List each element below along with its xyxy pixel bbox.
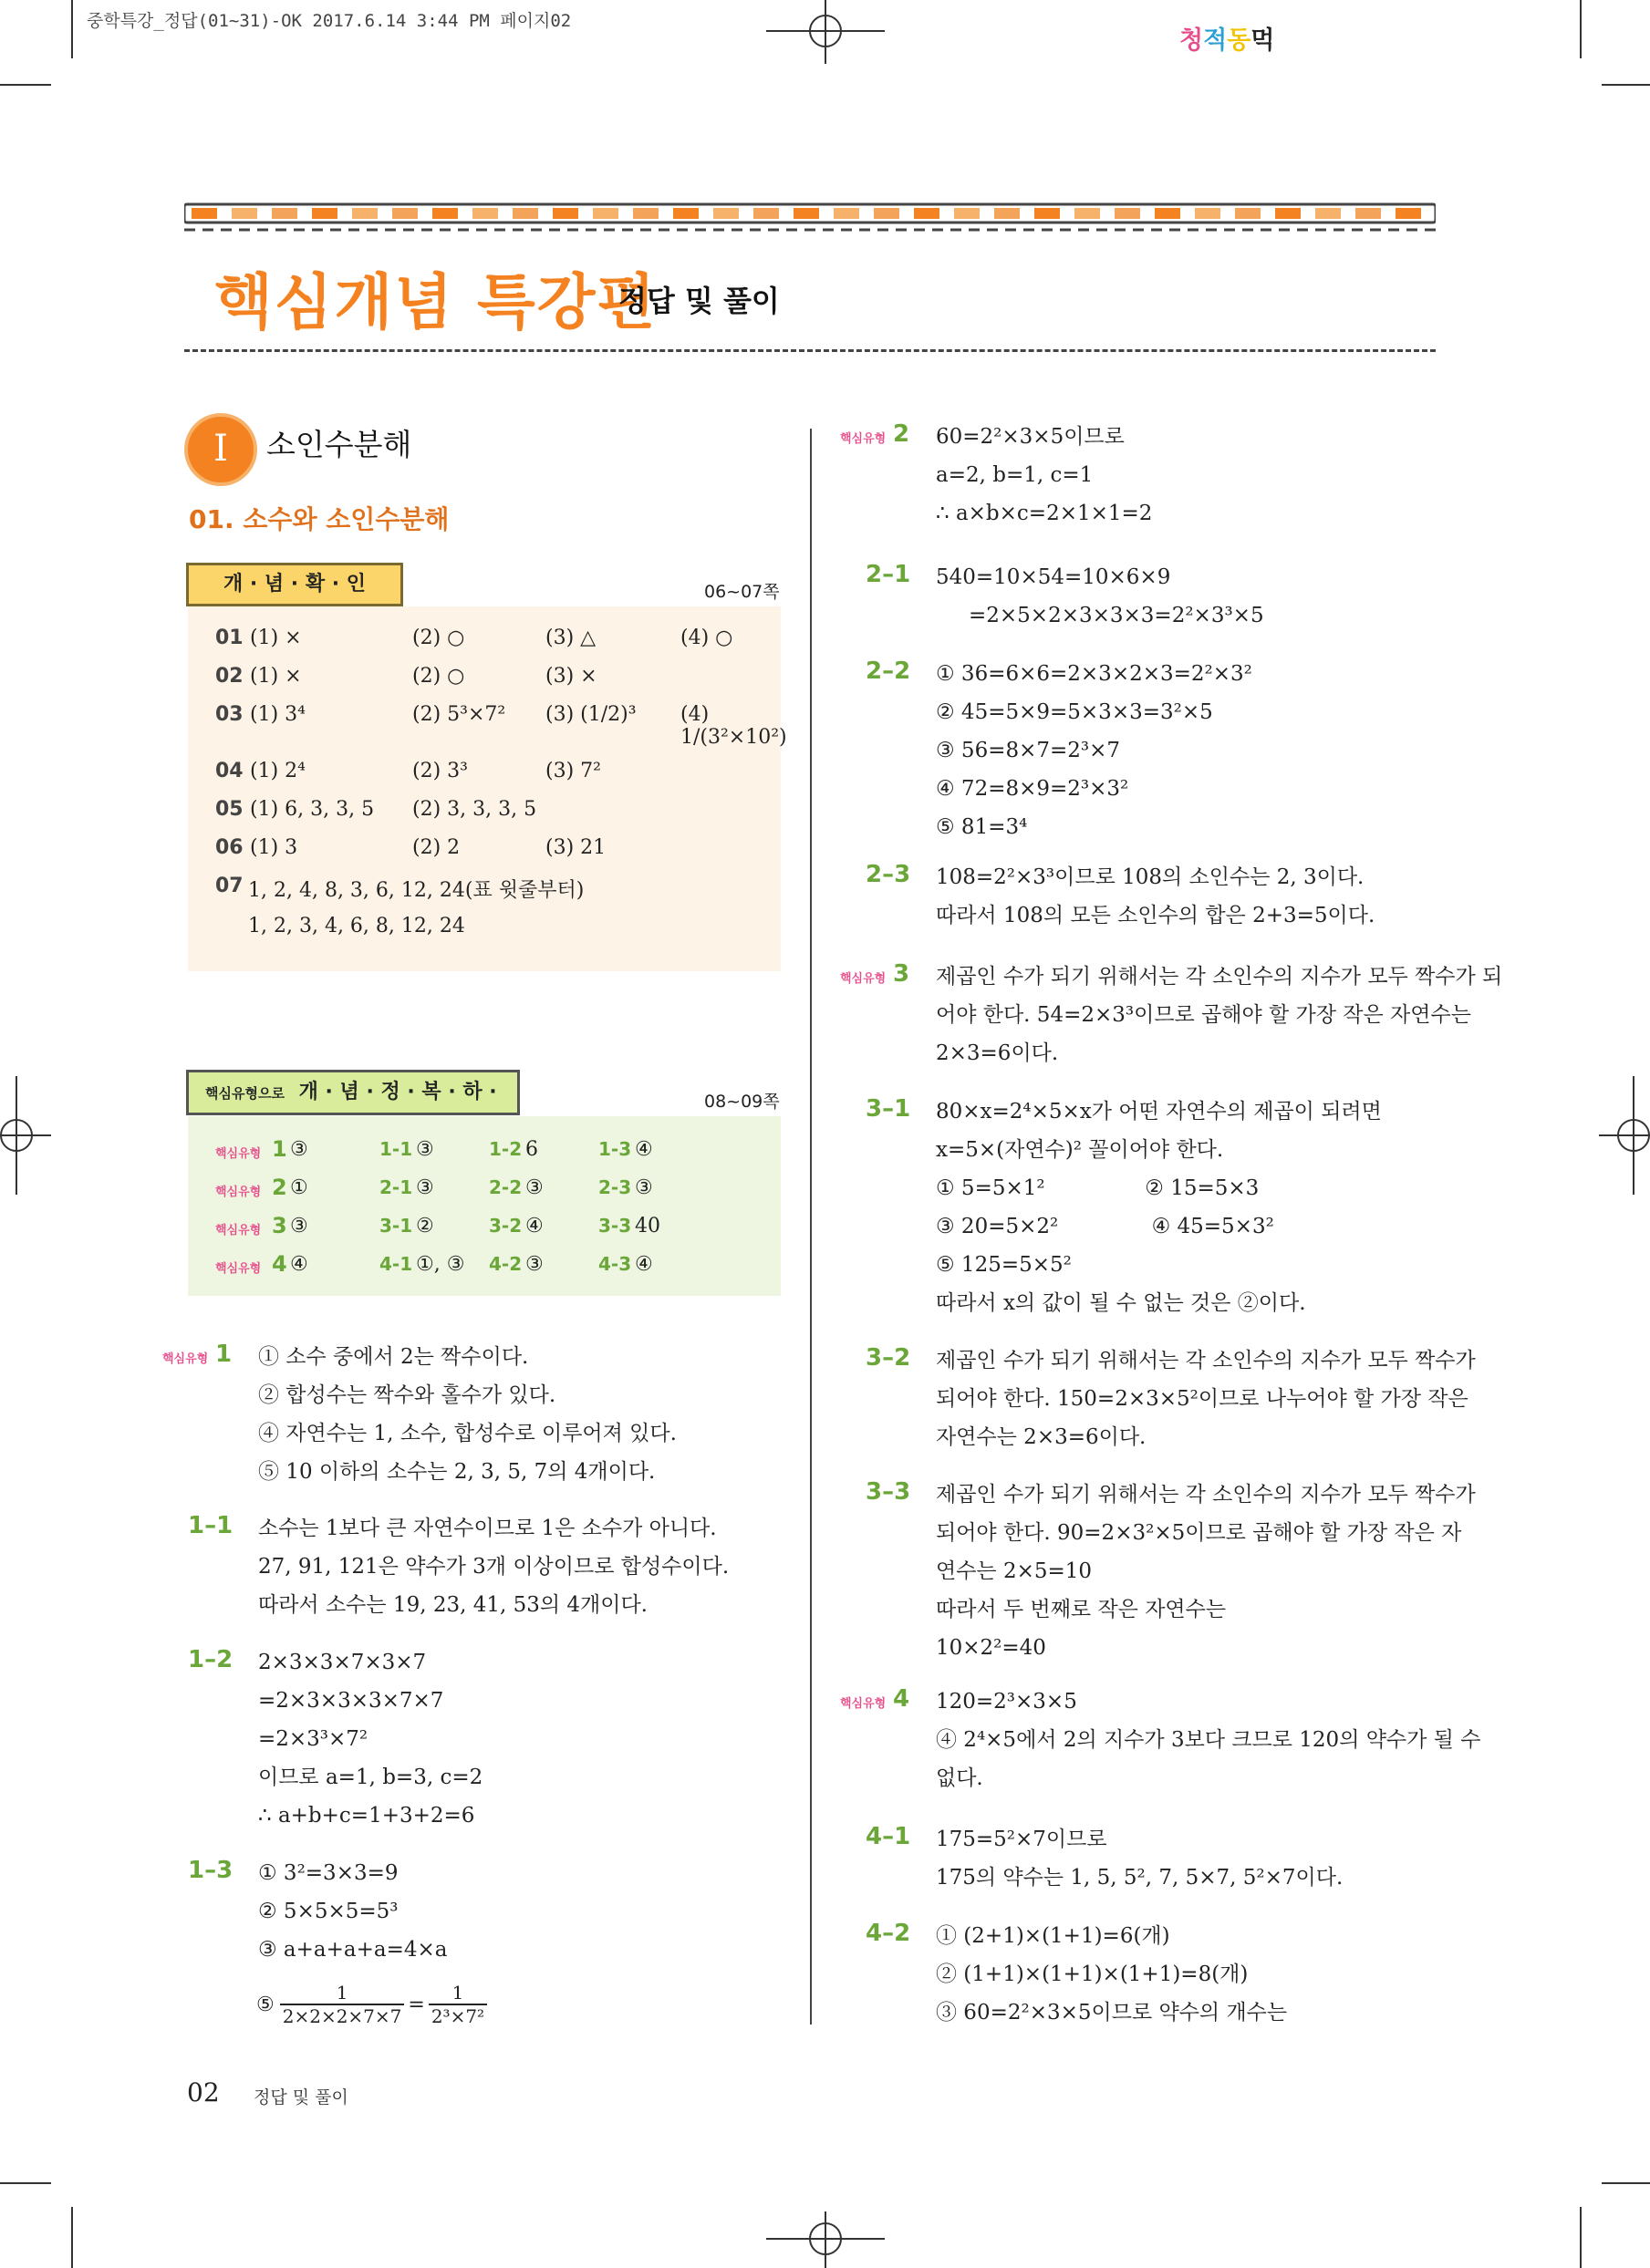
solution-line: 80×x=2⁴×5×x가 어떤 자연수의 제곱이 되려면 bbox=[936, 1100, 1382, 1124]
review-panel bbox=[188, 1116, 781, 1296]
solution-number: 4 bbox=[893, 1685, 910, 1713]
core-type-number: 2 bbox=[272, 1175, 287, 1200]
solution-line: ④ 72=8×9=2³×3² bbox=[936, 777, 1129, 801]
solution-line: 60=2²×3×5이므로 bbox=[936, 425, 1125, 449]
concept-answer: (1) 6, 3, 3, 5 bbox=[250, 798, 375, 821]
brand-letter: 적 bbox=[1203, 26, 1228, 55]
solution-number: 1–1 bbox=[188, 1512, 233, 1539]
review-item-number: 1-1 bbox=[379, 1138, 413, 1160]
fraction-lead: ⑤ bbox=[256, 1993, 275, 2016]
title-ribbon bbox=[184, 201, 1436, 232]
solution-line: 175=5²×7이므로 bbox=[936, 1828, 1107, 1851]
review-item-answer: ④ bbox=[525, 1215, 544, 1238]
ribbon-stripe bbox=[1275, 208, 1301, 219]
solution-line: x=5×(자연수)² 꼴이어야 한다. bbox=[936, 1138, 1224, 1162]
registration-target-icon bbox=[766, 0, 885, 64]
concept-item-number: 03 bbox=[215, 703, 244, 726]
solution-number: 3–3 bbox=[866, 1478, 911, 1506]
solution-line: =2×3³×7² bbox=[258, 1727, 368, 1751]
concept-answer: (1) 3 bbox=[250, 836, 298, 859]
solution-number: 2 bbox=[893, 420, 910, 448]
core-type-label: 핵심유형 bbox=[162, 1352, 209, 1366]
core-type-label: 핵심유형 bbox=[840, 1697, 887, 1711]
ribbon-stripe bbox=[553, 208, 578, 219]
crop-mark bbox=[1602, 84, 1650, 86]
concept-item-number: 07 bbox=[215, 875, 244, 897]
crop-mark bbox=[0, 84, 51, 86]
review-label bbox=[186, 1070, 520, 1115]
solution-line: ③ 20=5×2² ④ 45=5×3² bbox=[936, 1215, 1274, 1238]
review-item-answer: ③ bbox=[635, 1176, 653, 1199]
print-meta: 중학특강_정답(01~31)-OK 2017.6.14 3:44 PM 페이지02 bbox=[87, 11, 572, 31]
ribbon-stripe bbox=[1396, 208, 1421, 219]
review-label-main: 개 · 념 · 정 · 복 · 하 · bbox=[298, 1081, 497, 1103]
concept-answer: 1, 2, 4, 8, 3, 6, 12, 24(표 윗줄부터) bbox=[248, 879, 585, 902]
solution-line: ① 5=5×1² ② 15=5×3 bbox=[936, 1176, 1260, 1200]
solution-line: 2×3×3×7×3×7 bbox=[258, 1651, 427, 1674]
ribbon-stripe bbox=[192, 208, 217, 219]
solution-line: 제곱인 수가 되기 위해서는 각 소인수의 지수가 모두 짝수가 되 bbox=[936, 965, 1503, 989]
solution-line: 소수는 1보다 큰 자연수이므로 1은 소수가 아니다. bbox=[258, 1517, 717, 1540]
chapter-number-badge: I bbox=[184, 413, 257, 486]
core-type-number: 1 bbox=[272, 1136, 287, 1162]
review-item-answer: ④ bbox=[635, 1253, 653, 1276]
solution-line: 2×3=6이다. bbox=[936, 1041, 1059, 1065]
core-type-label: 핵심유형 bbox=[215, 1262, 262, 1276]
concept-answer: (4) 1/(3²×10²) bbox=[680, 703, 787, 749]
solution-line: ① 3²=3×3=9 bbox=[258, 1861, 399, 1885]
ribbon-stripe bbox=[352, 208, 378, 219]
review-item-answer: ①, ③ bbox=[416, 1253, 465, 1276]
core-type-answer: ③ bbox=[290, 1138, 308, 1161]
ribbon-stripe bbox=[513, 208, 538, 219]
solution-line: 어야 한다. 54=2×3³이므로 곱해야 할 가장 작은 자연수는 bbox=[936, 1003, 1471, 1027]
concept-check-pages: 06~07쪽 bbox=[704, 582, 780, 602]
solution-number: 4–1 bbox=[866, 1823, 911, 1850]
solution-line: ② 합성수는 짝수와 홀수가 있다. bbox=[258, 1383, 556, 1407]
solution-line: 되어야 한다. 150=2×3×5²이므로 나누어야 할 가장 작은 bbox=[936, 1387, 1468, 1411]
crop-mark bbox=[1580, 2207, 1582, 2268]
review-label-prefix: 핵심유형으로 bbox=[205, 1085, 285, 1102]
solution-number: 3 bbox=[893, 960, 910, 988]
solution-line: =2×3×3×3×7×7 bbox=[258, 1689, 444, 1713]
title-divider bbox=[184, 349, 1436, 352]
concept-item-number: 06 bbox=[215, 836, 244, 859]
concept-answer: (3) × bbox=[545, 665, 597, 688]
fraction-expression bbox=[256, 1979, 487, 2030]
ribbon-stripe bbox=[753, 208, 779, 219]
ribbon-stripe bbox=[1195, 208, 1220, 219]
solution-line: 120=2³×3×5 bbox=[936, 1690, 1077, 1714]
solution-line: 따라서 x의 값이 될 수 없는 것은 ②이다. bbox=[936, 1291, 1306, 1315]
solution-number: 3–1 bbox=[866, 1095, 911, 1123]
concept-item-number: 05 bbox=[215, 798, 244, 821]
solution-line: 되어야 한다. 90=2×3²×5이므로 곱해야 할 가장 작은 자 bbox=[936, 1521, 1462, 1545]
review-item-number: 4-3 bbox=[598, 1253, 632, 1275]
solution-line: ④ 자연수는 1, 소수, 합성수로 이루어져 있다. bbox=[258, 1422, 677, 1445]
concept-answer: (2) 5³×7² bbox=[412, 703, 506, 726]
ribbon-stripe bbox=[392, 208, 418, 219]
core-type-number: 4 bbox=[272, 1251, 287, 1277]
solution-line: 따라서 두 번째로 작은 자연수는 bbox=[936, 1598, 1227, 1621]
ribbon-stripe bbox=[1315, 208, 1341, 219]
denominator: 2×2×2×7×7 bbox=[280, 2004, 405, 2027]
column-divider bbox=[810, 429, 812, 2025]
solution-line: 제곱인 수가 되기 위해서는 각 소인수의 지수가 모두 짝수가 bbox=[936, 1349, 1476, 1372]
solution-line: ① 소수 중에서 2는 짝수이다. bbox=[258, 1345, 529, 1369]
section-title: 01. 소수와 소인수분해 bbox=[189, 504, 450, 534]
ribbon-stripe bbox=[472, 208, 498, 219]
ribbon-stripe bbox=[1115, 208, 1140, 219]
brand-logo bbox=[1179, 20, 1274, 56]
review-item-answer: ③ bbox=[525, 1253, 544, 1276]
chapter-title: 소인수분해 bbox=[266, 427, 412, 462]
solution-line: 제곱인 수가 되기 위해서는 각 소인수의 지수가 모두 짝수가 bbox=[936, 1483, 1476, 1507]
registration-target-icon bbox=[0, 1076, 51, 1195]
solution-line: ③ 56=8×7=2³×7 bbox=[936, 739, 1121, 762]
concept-answer: (2) 3³ bbox=[412, 760, 468, 782]
solution-line: 27, 91, 121은 약수가 3개 이상이므로 합성수이다. bbox=[258, 1555, 730, 1579]
crop-mark bbox=[1602, 2182, 1650, 2184]
solution-line: 연수는 2×5=10 bbox=[936, 1559, 1093, 1583]
ribbon-stripe bbox=[673, 208, 699, 219]
review-item-answer: ③ bbox=[416, 1138, 434, 1161]
ribbon-stripe bbox=[1235, 208, 1261, 219]
ribbon-stripe bbox=[432, 208, 458, 219]
concept-check-label: 개 · 념 · 확 · 인 bbox=[186, 563, 403, 606]
solution-number: 3–2 bbox=[866, 1344, 911, 1372]
review-item-answer: 6 bbox=[525, 1138, 538, 1161]
concept-answer: 1, 2, 3, 4, 6, 8, 12, 24 bbox=[248, 915, 465, 937]
solution-line: 175의 약수는 1, 5, 5², 7, 5×7, 5²×7이다. bbox=[936, 1866, 1344, 1890]
solution-line: 108=2²×3³이므로 108의 소인수는 2, 3이다. bbox=[936, 865, 1365, 889]
solution-line: 자연수는 2×3=6이다. bbox=[936, 1425, 1147, 1449]
ribbon-stripe bbox=[794, 208, 819, 219]
review-item-answer: ③ bbox=[525, 1176, 544, 1199]
solution-line: ∴ a+b+c=1+3+2=6 bbox=[258, 1804, 475, 1828]
solution-line: ∴ a×b×c=2×1×1=2 bbox=[936, 502, 1153, 525]
review-item-number: 1-2 bbox=[489, 1138, 523, 1160]
review-pages: 08~09쪽 bbox=[704, 1092, 780, 1112]
solution-number: 1 bbox=[215, 1341, 233, 1368]
registration-target-icon bbox=[1599, 1076, 1650, 1195]
concept-answer: (2) 2 bbox=[412, 836, 461, 859]
crop-mark bbox=[71, 0, 73, 58]
review-item-number: 2-3 bbox=[598, 1176, 632, 1198]
concept-item-number: 04 bbox=[215, 760, 244, 782]
ribbon-stripe bbox=[593, 208, 618, 219]
review-item-number: 3-1 bbox=[379, 1215, 413, 1237]
solution-line: ① (2+1)×(1+1)=6(개) bbox=[936, 1924, 1170, 1948]
core-type-answer: ④ bbox=[290, 1253, 308, 1276]
core-type-label: 핵심유형 bbox=[840, 432, 887, 446]
review-item-number: 2-2 bbox=[489, 1176, 523, 1198]
concept-answer: (3) △ bbox=[545, 627, 597, 649]
review-item-answer: ④ bbox=[635, 1138, 653, 1161]
solution-line: 따라서 108의 모든 소인수의 합은 2+3=5이다. bbox=[936, 904, 1375, 927]
concept-answer: (1) 2⁴ bbox=[250, 760, 306, 782]
solution-line: 10×2²=40 bbox=[936, 1636, 1046, 1660]
concept-answer: (3) 21 bbox=[545, 836, 607, 859]
review-item-answer: 40 bbox=[635, 1215, 660, 1238]
brand-letter: 청 bbox=[1179, 26, 1204, 55]
solution-line: ② (1+1)×(1+1)×(1+1)=8(개) bbox=[936, 1962, 1249, 1986]
solution-number: 2–3 bbox=[866, 861, 911, 888]
solution-number: 4–2 bbox=[866, 1920, 911, 1947]
concept-answer: (2) ○ bbox=[412, 627, 465, 649]
solution-number: 1–3 bbox=[188, 1857, 233, 1884]
concept-answer: (1) 3⁴ bbox=[250, 703, 306, 726]
review-item-number: 4-2 bbox=[489, 1253, 523, 1275]
concept-answer: (2) ○ bbox=[412, 665, 465, 688]
concept-item-number: 01 bbox=[215, 627, 244, 649]
solution-line: ① 36=6×6=2×3×2×3=2²×3² bbox=[936, 662, 1252, 686]
review-item-number: 1-3 bbox=[598, 1138, 632, 1160]
crop-mark bbox=[0, 2182, 51, 2184]
solution-line: 없다. bbox=[936, 1766, 983, 1790]
solution-number: 2–2 bbox=[866, 658, 911, 685]
ribbon-stripe bbox=[954, 208, 980, 219]
numerator: 1 bbox=[336, 1982, 348, 2004]
core-type-label: 핵심유형 bbox=[215, 1186, 262, 1199]
core-type-label: 핵심유형 bbox=[840, 972, 887, 986]
crop-mark bbox=[71, 2207, 73, 2268]
solution-line: =2×5×2×3×3×3=2²×3³×5 bbox=[969, 604, 1264, 627]
ribbon-stripe bbox=[633, 208, 659, 219]
ribbon-stripe bbox=[713, 208, 739, 219]
concept-answer: (1) × bbox=[250, 665, 302, 688]
ribbon-stripe bbox=[312, 208, 337, 219]
solution-line: ② 45=5×9=5×3×3=3²×5 bbox=[936, 700, 1213, 724]
solution-line: 이므로 a=1, b=3, c=2 bbox=[258, 1766, 483, 1789]
ribbon-stripe bbox=[272, 208, 297, 219]
concept-item-number: 02 bbox=[215, 665, 244, 688]
ribbon-stripe bbox=[232, 208, 257, 219]
concept-answer: (3) (1/2)³ bbox=[545, 703, 637, 726]
page-subtitle: 정답 및 풀이 bbox=[618, 284, 780, 318]
solution-line: ⑤ 125=5×5² bbox=[936, 1253, 1072, 1277]
page-title: 핵심개념 특강편 bbox=[214, 267, 658, 337]
crop-mark bbox=[1580, 0, 1582, 58]
ribbon-stripe bbox=[1355, 208, 1381, 219]
solution-line: ⑤ 10 이하의 소수는 2, 3, 5, 7의 4개이다. bbox=[258, 1460, 656, 1484]
solution-line: ③ 60=2²×3×5이므로 약수의 개수는 bbox=[936, 2001, 1288, 2025]
ribbon-stripe bbox=[1074, 208, 1100, 219]
core-type-label: 핵심유형 bbox=[215, 1147, 262, 1161]
ribbon-stripe bbox=[1155, 208, 1180, 219]
ribbon-stripe bbox=[994, 208, 1020, 219]
solution-line: ④ 2⁴×5에서 2의 지수가 3보다 크므로 120의 약수가 될 수 bbox=[936, 1728, 1481, 1752]
solution-line: 따라서 소수는 19, 23, 41, 53의 4개이다. bbox=[258, 1593, 648, 1617]
core-type-label: 핵심유형 bbox=[215, 1224, 262, 1238]
registration-target-icon bbox=[766, 2211, 885, 2268]
solution-line: a=2, b=1, c=1 bbox=[936, 463, 1094, 487]
fraction-equals: = bbox=[408, 1993, 425, 2016]
solution-line: ② 5×5×5=5³ bbox=[258, 1900, 399, 1923]
review-item-number: 4-1 bbox=[379, 1253, 413, 1275]
page-number: 02 bbox=[187, 2077, 220, 2107]
concept-answer: (4) ○ bbox=[680, 627, 733, 649]
solution-line: ⑤ 81=3⁴ bbox=[936, 815, 1028, 839]
review-item-number: 2-1 bbox=[379, 1176, 413, 1198]
core-type-answer: ① bbox=[290, 1176, 308, 1199]
review-item-number: 3-3 bbox=[598, 1215, 632, 1237]
core-type-number: 3 bbox=[272, 1213, 287, 1238]
numerator: 1 bbox=[451, 1982, 464, 2004]
brand-letter: 동 bbox=[1227, 26, 1251, 55]
concept-check-panel bbox=[188, 606, 787, 971]
solution-number: 1–2 bbox=[188, 1646, 233, 1673]
fraction-2 bbox=[429, 1982, 487, 2027]
ribbon-stripe bbox=[1034, 208, 1060, 219]
solution-line: 540=10×54=10×6×9 bbox=[936, 565, 1171, 589]
review-item-answer: ② bbox=[416, 1215, 434, 1238]
concept-answer: (3) 7² bbox=[545, 760, 601, 782]
brand-letter: 먹 bbox=[1250, 26, 1275, 55]
review-item-number: 3-2 bbox=[489, 1215, 523, 1237]
concept-answer: (2) 3, 3, 3, 5 bbox=[412, 798, 537, 821]
core-type-answer: ③ bbox=[290, 1215, 308, 1238]
concept-answer: (1) × bbox=[250, 627, 302, 649]
review-item-answer: ③ bbox=[416, 1176, 434, 1199]
ribbon-stripe bbox=[834, 208, 859, 219]
fraction-1 bbox=[280, 1982, 405, 2027]
ribbon-stripe bbox=[914, 208, 939, 219]
ribbon-stripe bbox=[874, 208, 899, 219]
denominator: 2³×7² bbox=[429, 2004, 487, 2027]
solution-number: 2–1 bbox=[866, 561, 911, 588]
footer-text: 정답 및 풀이 bbox=[254, 2087, 348, 2107]
solution-line: ③ a+a+a+a=4×a bbox=[258, 1938, 448, 1962]
